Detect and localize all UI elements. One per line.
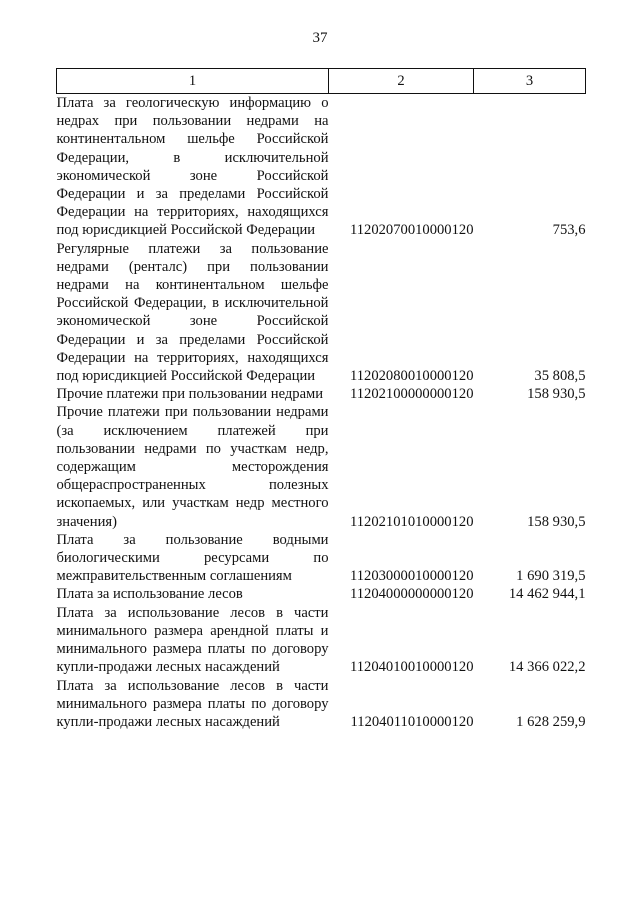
- row-code: 11203000010000120: [349, 568, 474, 585]
- row-amount: 14 366 022,2: [508, 659, 586, 676]
- row-description: Плата за использование лесов: [56, 586, 243, 603]
- row-description: Плата за пользование водными биологическими ресурсами по межправительственным соглашениям: [56, 531, 329, 585]
- table-row: [57, 531, 586, 586]
- row-description: Плата за использование лесов в части минимального размера платы по договору купли-продажи лесных насаждений: [56, 677, 329, 730]
- row-code: 11202070010000120: [349, 222, 474, 239]
- page-number: 37: [312, 30, 328, 46]
- row-description: Прочие платежи при пользовании недрами: [56, 386, 324, 403]
- header-col-1: 1: [57, 69, 329, 94]
- row-amount: 753,6: [552, 222, 586, 239]
- budget-revenue-table: [56, 68, 586, 731]
- header-col-2: 2: [329, 69, 474, 94]
- table-row: [57, 403, 586, 530]
- row-code: 11204010010000120: [349, 659, 474, 676]
- row-description: Регулярные платежи за пользование недрами (ренталс) при пользовании недрами на континентальном шельфе Российской Федерации, в исключительной экономической зоне Российской Федерации и за пределами Российской Федерации на территориях, находящихся под юрисдикцией Российской Федерации: [56, 240, 329, 385]
- row-code: 11202080010000120: [349, 368, 474, 385]
- row-amount: 1 628 259,9: [516, 713, 586, 730]
- row-code: 11202101010000120: [349, 513, 474, 530]
- row-code: 11204011010000120: [350, 713, 474, 730]
- row-code: 11202100000000120: [349, 386, 474, 403]
- table-row: [57, 385, 586, 403]
- table-row: [57, 585, 586, 603]
- row-amount: 35 808,5: [534, 368, 586, 385]
- header-col-3: 3: [474, 69, 586, 94]
- table-header: [57, 69, 586, 94]
- table-row: [57, 240, 586, 386]
- row-description: Плата за использование лесов в части минимального размера арендной платы и минимального размера платы по договору купли-продажи лесных насаждений: [56, 604, 329, 676]
- table-row: [57, 604, 586, 677]
- row-code: 11204000000000120: [349, 586, 474, 603]
- row-amount: 158 930,5: [527, 513, 586, 530]
- row-description: Плата за геологическую информацию о недрах при пользовании недрами на континентальном шельфе Российской Федерации, в исключительной экономической зоне Российской Федерации и за пределами Российской Федерации на территориях, находящихся под юрисдикцией Российской Федерации: [56, 95, 329, 239]
- table-row: [57, 94, 586, 240]
- row-amount: 14 462 944,1: [508, 586, 586, 603]
- table-row: [57, 677, 586, 732]
- header-row: [57, 69, 586, 94]
- row-amount: 1 690 319,5: [516, 568, 586, 585]
- row-description: Прочие платежи при пользовании недрами (за исключением платежей при пользовании недрами по участкам недр, содержащим месторождения общераспространенных полезных ископаемых, или участкам недр местного значения): [56, 404, 329, 530]
- table-body: [57, 94, 586, 732]
- row-amount: 158 930,5: [527, 386, 586, 403]
